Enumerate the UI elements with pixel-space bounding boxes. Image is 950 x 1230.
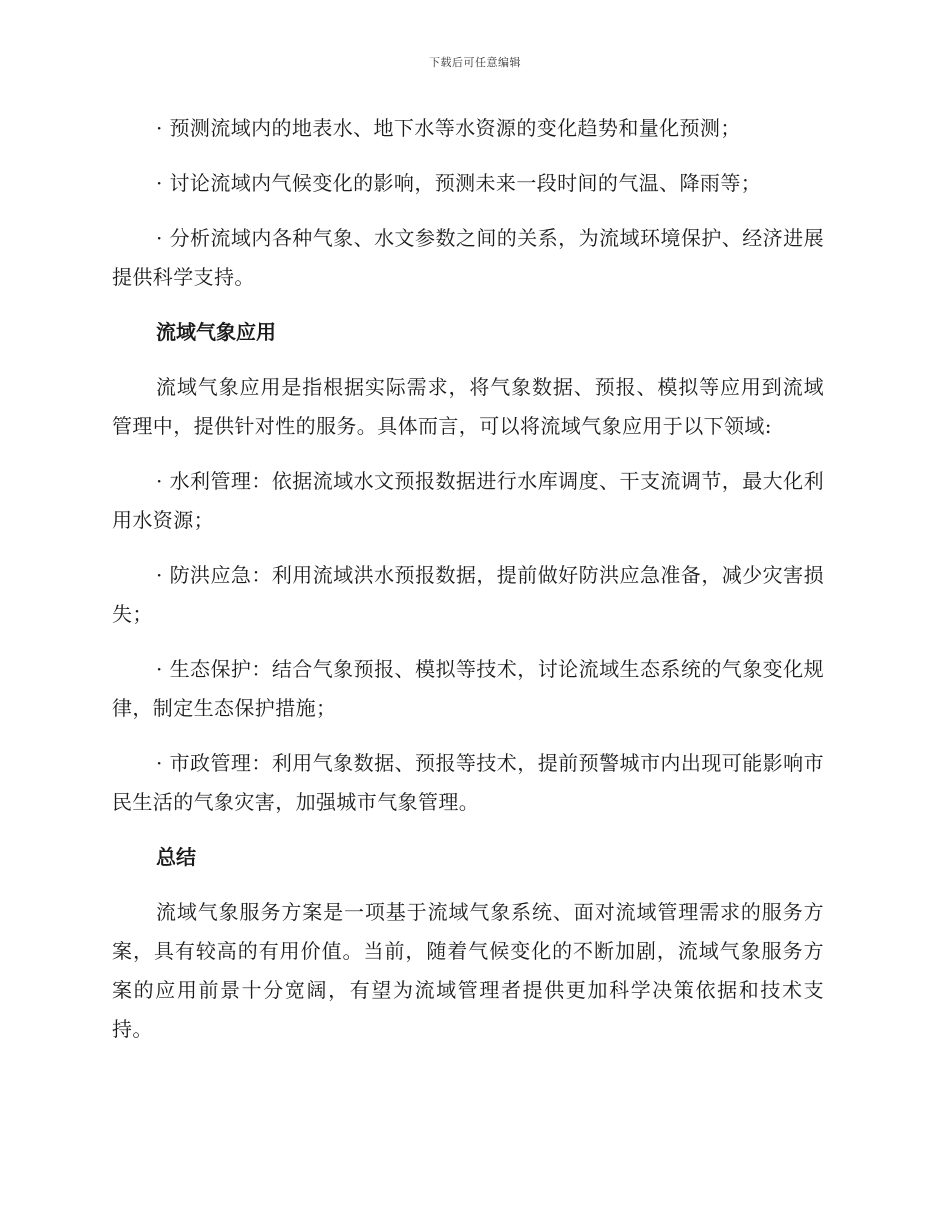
- section-heading-application: 流域气象应用: [156, 320, 276, 344]
- bullet-item: · 水利管理：依据流域水文预报数据进行水库调度、干支流调节，最大化利用水资源；: [112, 469, 824, 532]
- bullet-item: · 讨论流域内气候变化的影响，预测未来一段时间的气温、降雨等；: [156, 171, 762, 195]
- bullet-item: · 市政管理：利用气象数据、预报等技术，提前预警城市内出现可能影响市民生活的气象灾害，加强城市气象管理。: [112, 751, 824, 814]
- bullet-item: · 预测流域内的地表水、地下水等水资源的变化趋势和量化预测；: [156, 116, 741, 140]
- paragraph-application-intro: 流域气象应用是指根据实际需求，将气象数据、预报、模拟等应用到流域管理中，提供针对性的服务。具体而言，可以将流域气象应用于以下领域:: [112, 375, 824, 438]
- page-header: 下载后可任意编辑: [429, 56, 521, 69]
- bullet-item: · 分析流域内各种气象、水文参数之间的关系，为流域环境保护、经济进展提供科学支持。: [112, 226, 824, 289]
- bullet-item: · 防洪应急：利用流域洪水预报数据，提前做好防洪应急准备，减少灾害损失；: [112, 563, 824, 626]
- document-body: [112, 109, 824, 1049]
- bullet-item: · 生态保护：结合气象预报、模拟等技术，讨论流域生态系统的气象变化规律，制定生态保护措施；: [112, 657, 824, 720]
- paragraph-summary: 流域气象服务方案是一项基于流域气象系统、面对流域管理需求的服务方案，具有较高的有用价值。当前，随着气候变化的不断加剧，流域气象服务方案的应用前景十分宽阔，有望为流域管理者提供更加科学决策依据和技术支持。: [112, 900, 824, 1041]
- section-heading-summary: 总结: [156, 845, 196, 869]
